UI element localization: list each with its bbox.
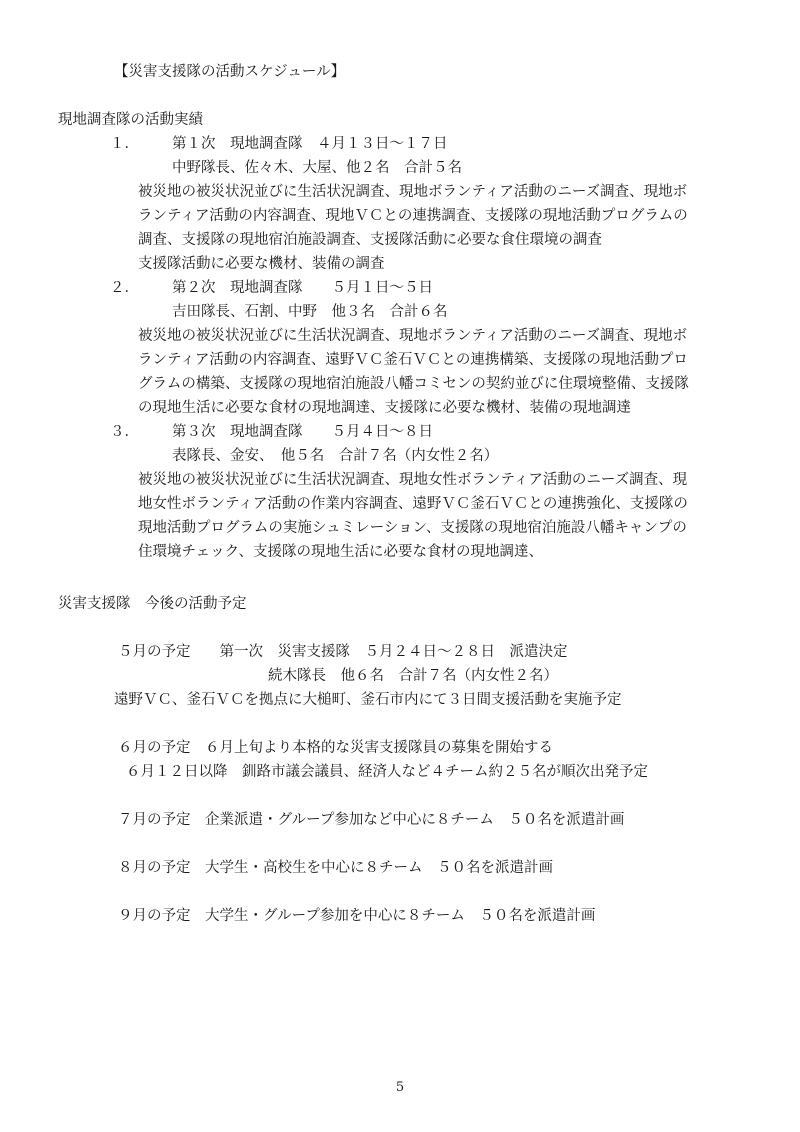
entry-1-body-line: ランティア活動の内容調査、現地ＶＣとの連携調査、支援隊の現地活動プログラムの [138,208,688,224]
entry-2-body-line: の現地生活に必要な食材の現地調達、支援隊に必要な機材、装備の現地調達 [138,400,631,416]
september-plan-line: ９月の予定 大学生・グループ参加を中心に８チーム ５０名を派遣計画 [118,908,596,924]
may-plan-members: 続木隊長 他６名 合計７名（内女性２名） [268,668,558,684]
july-plan-line: ７月の予定 企業派遣・グループ参加など中心に８チーム ５０名を派遣計画 [118,812,625,828]
entry-1-number: １． [110,136,139,152]
entry-1-header: 第１次 現地調査隊 ４月１３日～１７日 [172,136,448,152]
entry-3-body-line: 被災地の被災状況並びに生活状況調査、現地女性ボランティア活動のニーズ調査、現 [138,472,688,488]
entry-2-number: ２． [110,280,139,296]
entry-3-header: 第３次 現地調査隊 ５月４日～８日 [172,424,433,440]
june-plan-detail: ６月１２日以降 釧路市議会議員、経済人など４チーム約２５名が順次出発予定 [126,764,648,780]
entry-3-number: ３． [110,424,139,440]
entry-1-body-line: 調査、支援隊の現地宿泊施設調査、支援隊活動に必要な食住環境の調査 [138,232,602,248]
may-plan-line: ５月の予定 第一次 災害支援隊 ５月２４日～２８日 派遣決定 [118,644,568,660]
entry-2-members: 吉田隊長、石割、中野 他３名 合計６名 [172,304,448,320]
may-plan-detail: 遠野ＶＣ、釜石ＶＣを拠点に大槌町、釜石市内にて３日間支援活動を実施予定 [114,692,622,708]
section-heading-schedule: 災害支援隊 今後の活動予定 [58,596,247,612]
entry-2-body-line: グラムの構築、支援隊の現地宿泊施設八幡コミセンの契約並びに住環境整備、支援隊 [138,376,689,392]
document-title: 【災害支援隊の活動スケジュール】 [114,64,346,80]
june-plan-line: ６月の予定 ６月上旬より本格的な災害支援隊員の募集を開始する [118,740,553,756]
entry-1-body-line: 被災地の被災状況並びに生活状況調査、現地ボランティア活動のニーズ調査、現地ボ [138,184,688,200]
entry-3-body-line: 地女性ボランティア活動の作業内容調査、遠野ＶＣ釜石ＶＣとの連携強化、支援隊の [138,496,688,512]
entry-2-header: 第２次 現地調査隊 ５月１日～５日 [172,280,433,296]
entry-3-body-line: 現地活動プログラムの実施シュミレーション、支援隊の現地宿泊施設八幡キャンプの [138,520,687,536]
entry-2-body-line: 被災地の被災状況並びに生活状況調査、現地ボランティア活動のニーズ調査、現地ボ [138,328,688,344]
page-number: 5 [395,1080,405,1095]
section-heading-survey: 現地調査隊の活動実績 [58,112,203,128]
entry-1-members: 中野隊長、佐々木、大屋、他２名 合計５名 [172,160,462,176]
entry-3-body-line: 住環境チェック、支援隊の現地生活に必要な食材の現地調達、 [138,544,543,560]
entry-2-body-line: ランティア活動の内容調査、遠野ＶＣ釜石ＶＣとの連携構築、支援隊の現地活動プロ [138,352,688,368]
entry-1-body-line: 支援隊活動に必要な機材、装備の調査 [138,256,385,272]
entry-3-members: 表隊長、金安、 他５名 合計７名（内女性２名） [172,448,499,464]
august-plan-line: ８月の予定 大学生・高校生を中心に８チーム ５０名を派遣計画 [118,860,553,876]
